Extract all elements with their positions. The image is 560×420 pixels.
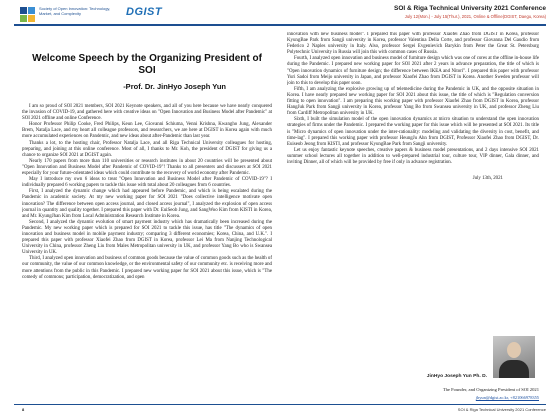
conference-dates: July 12(Mon.) - July 15(Thur.), 2021, Online & Offline(DGIST, Daegu, Korea) — [404, 14, 546, 19]
author-photo — [493, 336, 535, 378]
footer-conference-name: SOI & Riga Technical University 2021 Conference — [457, 407, 546, 412]
portrait-body-icon — [499, 360, 529, 378]
body-paragraph: Third, I analyzed open innovation and business of common goods because the value of common goods such as the health of our community, the value of our common knowledge, or the environmental safety of our community etc. is receiving more and more attentions from the public in this Pandemic. I prepared new working paper for SOI 2021 about this issue, which is "The comedy of commons; participation, democratization, and open — [22, 256, 272, 280]
body-paragraph: May I introduce my own 6 ideas to treat "Open Innovation and Business Model after Pandemic of COVID-19"? I individually prepared 6 working papers to tackle this issue with total about 20 colleagues from 6 countries. — [22, 177, 272, 189]
article-title-line1: Welcome Speech by the Organizing President of — [32, 53, 262, 64]
body-paragraph: innovation with new business model". I prepared this paper with professor Xiaofei Zhao from DGIST in Korea, professor KyungBae Park from Sangji university in Korea, professor Valentina Della Corte, and professor Giovanna Del Gaudio from Federico 2 Naples university in Italy. Also, professor Sergei Evgenievich Barykin from Peter the Great St. Petersburg Polytechnic University in Russia will join this with common cases of Russia. — [287, 32, 539, 56]
signature-contact — [347, 395, 539, 400]
body-paragraph: I am so proud of SOI 2021 members, SOI 2021 Keynote speakers, and all of you here because we have nearly conquered the invasion of COVID-19, and gathered here with creative ideas on "Open Innovation and Business Model after Pandemic" at SOI 2021 offline and online Conference. — [22, 104, 272, 122]
body-paragraph: Thanks a lot, to the hosting chair, Professor Natalja Lace, and all Riga Technical University colleagues for hosting, preparing, and joining at this online conference. Most of all, I thanks to Mr. Koh, the president of DGIST for giving us a chance to organize SOI 2021 at DGIST again. — [22, 140, 272, 158]
header-rule — [14, 24, 546, 26]
body-paragraph: Fourth, I analyzed open innovation and business model of furniture design which was one of cores at the offline in-house life during the Pandemic. I prepared new working paper for SOI 2021 after 2 years in advance preparation, the title of which is "Open innovation dynamics of furniture design; the difference between IKEA and Nitori". I prepared this paper with professor Yuri Sadoi from Meijo university in Japan, and professor Xiaofei Zhao from DGIST in Korea. Another Sweden professor will join to this to develop this paper soon. — [287, 56, 539, 86]
soi-logo — [20, 5, 118, 25]
page-number: 8 — [22, 407, 25, 412]
left-column — [22, 40, 272, 400]
speech-date: July 13th, 2021 — [472, 176, 503, 182]
soi-logo-text: Society of Open Innovation: Technology, Market, and Complexity — [39, 6, 111, 16]
body-paragraph: Honor Professor Philip Cooke, Fred Philips, Keun Lee, Giovanni Schiuma, Venni Krishna, Kwangho Jung, Alexander Brem, Natalja Lace, and my heart all colleague professors, and researchers, we are here at DGIST in Korea again with much more accumulated experiences on Pandemic, and new ideas about after-Pandemic than last year. — [22, 122, 272, 140]
right-column — [287, 32, 539, 402]
logo-square-icon — [20, 15, 27, 22]
logo-square-icon — [28, 7, 35, 14]
dgist-logo: DGIST — [126, 6, 163, 18]
left-body — [22, 104, 272, 281]
body-paragraph: Fifth, I am analyzing the explosive growing up of telemedicine during the Pandemic in UK, and the opposite situation in Korea. I have nearly prepared new working paper for SOI 2021 about this issue, the title of which is "Regulation conversion fitting to open innovation". I am preparing this working paper with professor Xiaofei Zhao from DGIST in Korea, professor HangJuk Park from Sangji university in Korea, professor Yang Bo from Swansea university in UK, and professor Zheng Liu from Cardiff Metropolitan university in UK. — [287, 86, 539, 117]
article-title — [22, 53, 272, 77]
body-paragraph: First, I analyzed the dynamic change which had appeared before Pandemic, and which is being escalated during the Pandemic in academic society. At my new working paper for SOI 2021 "Does collective intelligence motivate open innovation? The difference between open access journal, and closed access journal", I analyzed the explosion of open access journal in quantity and quality together. I prepared this paper with Dr. EuiSeob Jung, and SangWoo Kim from KISTI in Korea, and Mr. KyungJhan Kim from Local Administration Research Institute in Korea. — [22, 189, 272, 219]
signature-name: JinHyo Joseph Yun Ph. D. — [426, 374, 487, 379]
logo-square-icon — [28, 15, 35, 22]
footer-rule — [14, 404, 546, 405]
article-author: -Prof. Dr. JinHyo Joseph Yun — [123, 82, 226, 91]
body-paragraph: Nearly 170 papers from more than 110 universities or research institutes in about 20 countries will be presented about "Open Innovation and Business Model after Pandemic of COVID-19"! Thanks to all presenters and discussers at SOI 2021 especially for your future-orientated ideas which could contribute to the recovery of world economy after Pandemic. — [22, 158, 272, 177]
body-paragraph: Let us enjoy fantastic keynote speeches, creative papers & business model presentations, and 2 days intensive SOI 2021 summer school lectures all together in addition to well-prepared industrial tour, culture tour, VIP dinner, Gala dinner, and inviting Dinner, all of which will be provided by free if only in advance registration. — [287, 147, 539, 165]
article-title-line2: SOI — [138, 65, 156, 76]
portrait-head-icon — [507, 342, 521, 358]
body-paragraph: Sixth, I built the simulation model of the open innovation dynamics at micro situation to understand the open innovation strategies of firms under the Pandemic. I prepared the working paper for this issue which will be presented at SOI 2021. Its title is "Micro dynamics of open innovation under the inter-rationality: modeling and validating the diversity in cost, benefit, and time-lag". I prepared this working paper with professor HeungJu Ahn from DGIST, Professor Xiaofei Zhao from DGIST, Dr. Euiseob Jeong from KISTI, and professor KyungBae Park from Sangji university. — [287, 117, 539, 147]
conference-title: SOI & Riga Technical University 2021 Conference — [394, 5, 546, 12]
email-link[interactable]: jhyun@dgist.ac.kr, +821066978355 — [475, 395, 539, 400]
logo-square-icon — [20, 7, 27, 14]
body-paragraph: Second, I analyzed the dynamic evolution of smart payment industry which has dramatically been increased during the Pandemic. My new working paper which is prepared for SOI 2021 to tackle this issue, has title "The dynamics of open innovation and business model in mobile payment industry; comparing 3 different economies; Korea, China, and U.K.". I prepared this paper with professor Xiaofei Zhao from DGIST in Korea, professor Lei Ma from Nanjing Technological University in China, professor Zheng Liu from Males Metropolitan university in UK, and professor Yang Bo who is Swansea University in UK. — [22, 219, 272, 256]
signature-role: The Founder, and Organizing President of SOI 2021 — [442, 387, 539, 392]
